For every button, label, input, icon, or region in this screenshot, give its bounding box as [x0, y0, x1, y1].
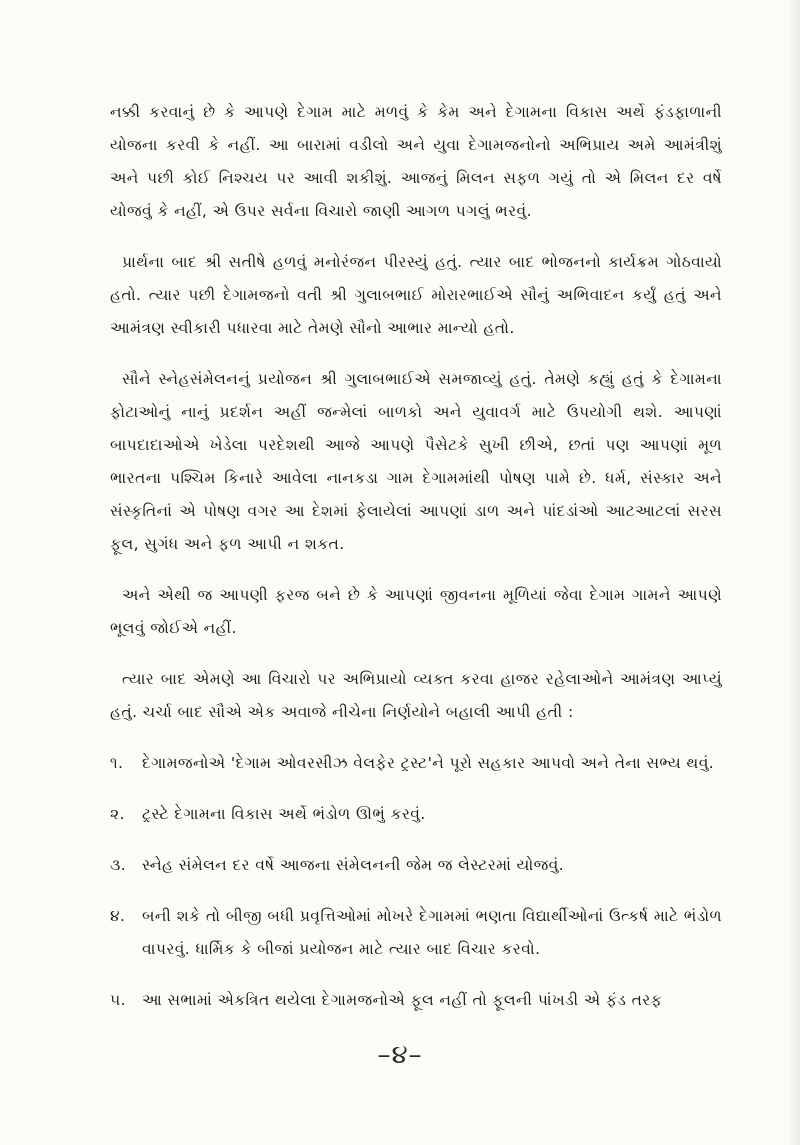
resolution-item [110, 900, 722, 966]
paragraph-4: અને એથી જ આપણી ફરજ બને છે કે આપણાં જીવનના મૂળિયાં જેવા દેગામ ગામને આપણે ભૂલવું જોઈએ નહીં. [110, 586, 722, 637]
paragraph-1: નક્કી કરવાનું છે કે આપણે દેગામ માટે મળવું કે કેમ અને દેગામના વિકાસ અર્થે ફંડફાળાની યોજના કરવી કે નહીં. આ બારામાં વડીલો અને યુવા દેગામજનોનો અભિપ્રાય અમે આમંત્રીશું અને પછી કોઈ નિશ્ચય પર આવી શકીશું. આજનું મિલન સફળ ગયું તો એ મિલન દર વર્ષે યોજવું કે નહીં, એ ઉપર સર્વના વિચારો જાણી આગળ પગલું ભરવું. [110, 103, 722, 220]
resolution-text: દેગામજનોએ 'દેગામ ઓવરસીઝ વેલફેર ટ્રસ્ટ'ને પૂરો સહકાર આપવો અને તેના સભ્ય થવું. [142, 754, 715, 772]
resolution-item [110, 747, 722, 780]
page-edge-shadow [788, 0, 800, 1145]
resolution-number: ૪. [110, 907, 126, 925]
paragraph-3: સૌને સ્નેહસંમેલનનું પ્રયોજન શ્રી ગુલાબભાઈએ સમજાવ્યું હતું. તેમણે કહ્યું હતું કે દેગામના ફોટાઓનું નાનું પ્રદર્શન અહીં જન્મેલાં બાળકો અને યુવાવર્ગ માટે ઉપયોગી થશે. આપણાં બાપદાદાઓએ ખેડેલા પરદેશથી આજે આપણે પૈસેટકે સુખી છીએ, છતાં પણ આપણાં મૂળ ભારતના પશ્ચિમ કિનારે આવેલા નાનકડા ગામ દેગામમાંથી પોષણ પામે છે. ધર્મ, સંસ્કાર અને સંસ્કૃતિનાં એ પોષણ વગર આ દેશમાં ફેલાયેલાં આપણાં ડાળ અને પાંદડાંઓ આટઆટલાં સરસ ફૂલ, સુગંધ અને ફળ આપી ન શકત. [110, 370, 722, 553]
resolution-number: ૩. [110, 856, 127, 874]
resolution-item [110, 798, 722, 831]
resolution-text: સ્નેહ સંમેલન દર વર્ષે આજના સંમેલનની જેમ જ લેસ્ટરમાં યોજવું. [142, 856, 565, 874]
resolution-text: ટ્રસ્ટે દેગામના વિકાસ અર્થે ભંડોળ ઊભું કરવું. [142, 805, 426, 823]
resolutions-list [110, 747, 722, 1017]
paragraph-5: ત્યાર બાદ એમણે આ વિચારો પર અભિપ્રાયો વ્યક્ત કરવા હાજર રહેલાઓને આમંત્રણ આપ્યું હતું. ચર્ચા બાદ સૌએ એક અવાજે નીચેના નિર્ણયોને બહાલી આપી હતી : [110, 670, 722, 721]
resolution-number: ૨. [110, 805, 125, 823]
resolution-text: આ સભામાં એકત્રિત થયેલા દેગામજનોએ ફૂલ નહીં તો ફૂલની પાંખડી એ ફંડ તરફ [142, 991, 663, 1009]
resolution-text: બની શકે તો બીજી બધી પ્રવૃત્તિઓમાં મોખરે દેગામમાં ભણતા વિદ્યાર્થીઓનાં ઉત્કર્ષ માટે ભંડોળ વાપરવું. ધાર્મિક કે બીજાં પ્રયોજન માટે ત્યાર બાદ વિચાર કરવો. [142, 907, 722, 958]
resolution-item [110, 849, 722, 882]
resolution-number: ૧. [110, 754, 124, 772]
resolution-item [110, 984, 722, 1017]
page-number: –૪– [377, 1040, 423, 1070]
page-body [110, 96, 722, 1035]
resolution-number: ૫. [110, 991, 126, 1009]
paragraph-2: પ્રાર્થના બાદ શ્રી સતીષે હળવું મનોરંજન પીરસ્યું હતું. ત્યાર બાદ ભોજનનો કાર્યક્રમ ગોઠવાયો હતો. ત્યાર પછી દેગામજનો વતી શ્રી ગુલાબભાઈ મોરારભાઈએ સૌનું અભિવાદન કર્યું હતું અને આમંત્રણ સ્વીકારી પધારવા માટે તેમણે સૌનો આભાર માન્યો હતો. [110, 253, 722, 337]
